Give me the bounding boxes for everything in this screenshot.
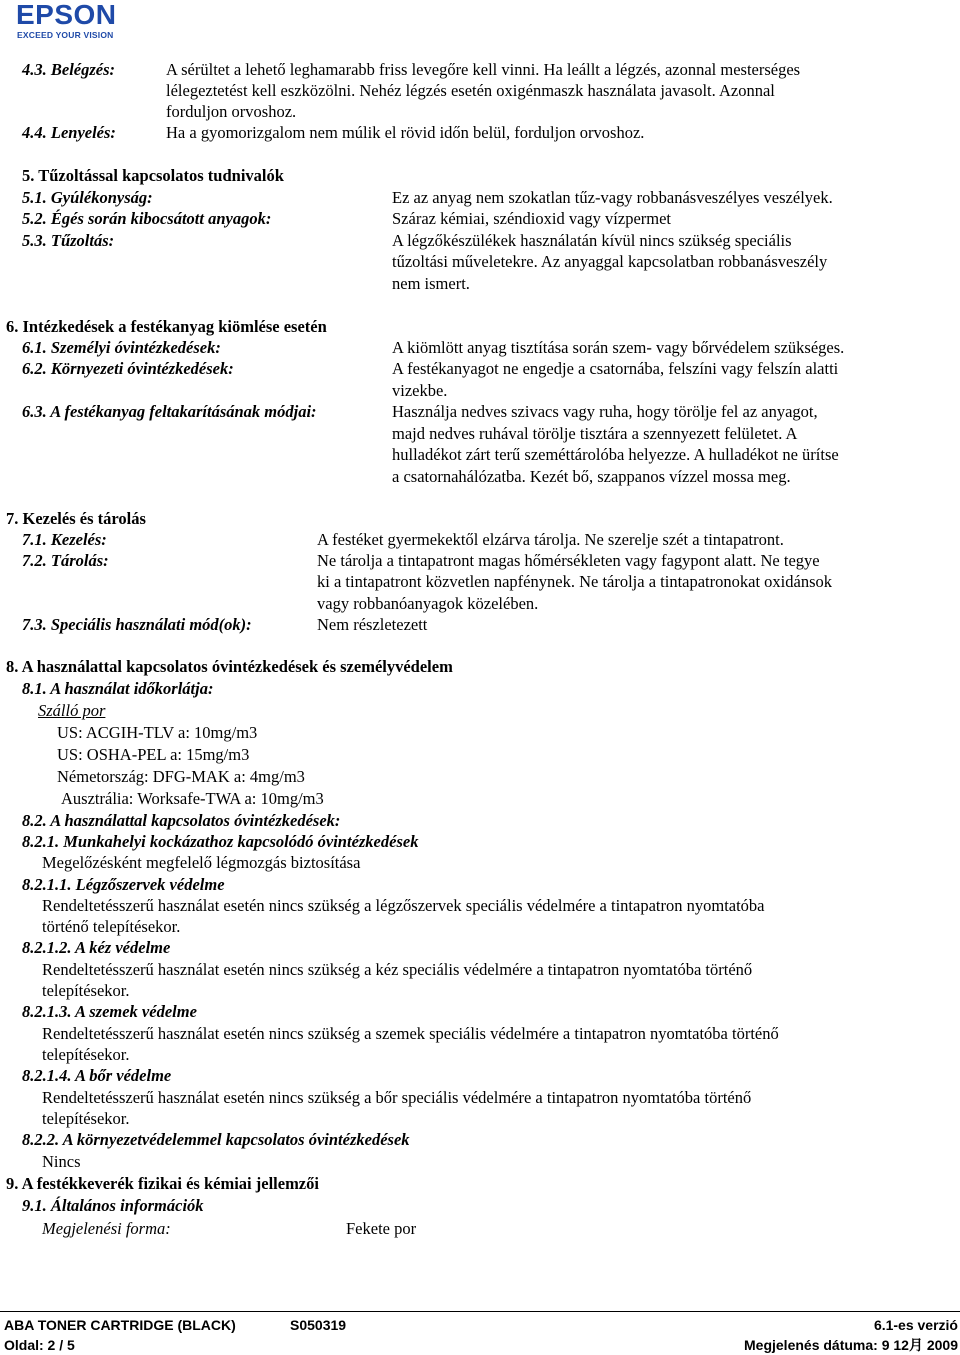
section-9-1-title: 9.1. Általános információk (22, 1196, 204, 1215)
section-8-1-title: 8.1. A használat időkorlátja: (22, 679, 214, 698)
epson-logo (16, 0, 117, 40)
section-4-3-line-2: lélegeztetést kell eszközölni. Nehéz légzés esetén oxigénmaszk használata javasolt. Azonnal (166, 81, 775, 100)
logo-tagline: EXCEED YOUR VISION (17, 30, 114, 40)
section-7-title: 7. Kezelés és tárolás (6, 509, 146, 528)
section-6-2-line-1: A festékanyagot ne engedje a csatornába, felszíni vagy felszín alatti (392, 359, 839, 378)
section-4-3-line-3: forduljon orvoshoz. (166, 102, 297, 121)
section-5-3-line-2: tűzoltási műveletekre. Az anyaggal kapcsolatban robbanásveszély (392, 252, 828, 271)
section-5-2-label: 5.2. Égés során kibocsátott anyagok: (22, 209, 272, 228)
limit-dfg: Németország: DFG-MAK a: 4mg/m3 (57, 767, 305, 786)
appearance-label: Megjelenési forma: (42, 1219, 171, 1238)
section-6-1-label: 6.1. Személyi óvintézkedések: (22, 338, 221, 357)
section-6-1-value: A kiömlött anyag tisztítása során szem- vagy bőrvédelem szükséges. (392, 338, 845, 357)
section-6-3-line-1: Használja nedves szivacs vagy ruha, hogy törölje fel az anyagot, (392, 402, 818, 421)
section-8-2-2-text: Nincs (42, 1152, 81, 1171)
appearance-value: Fekete por (346, 1219, 417, 1238)
section-4-4-label: 4.4. Lenyelés: (22, 123, 116, 142)
section-8-2-1-2-line-1: Rendeltetésszerű használat esetén nincs szükség a kéz speciális védelmére a tintapatron nyomtatóba történő (42, 960, 753, 979)
section-8-2-1-4-line-1: Rendeltetésszerű használat esetén nincs szükség a bőr speciális védelmére a tintapatron nyomtatóba történő (42, 1088, 752, 1107)
section-7-1-value: A festéket gyermekektől elzárva tárolja. Ne szerelje szét a tintapatront. (317, 530, 784, 549)
footer-rule (0, 1311, 960, 1312)
section-5-3-label: 5.3. Tűzoltás: (22, 231, 115, 250)
section-8-2-1-1-line-2: történő telepítésekor. (42, 917, 181, 936)
section-8-2-1-3-title: 8.2.1.3. A szemek védelme (22, 1002, 197, 1021)
section-5-2-value: Száraz kémiai, széndioxid vagy vízpermet (392, 209, 672, 228)
section-8-2-1-4-line-2: telepítésekor. (42, 1109, 130, 1128)
section-8-2-title: 8.2. A használattal kapcsolatos óvintézkedések: (22, 811, 341, 830)
section-4-3-line-1: A sérültet a lehető leghamarabb friss levegőre kell vinni. Ha leállt a légzés, azonnal mesterséges (166, 60, 801, 79)
section-6-title: 6. Intézkedések a festékanyag kiömlése esetén (6, 317, 327, 336)
section-8-2-1-3-line-2: telepítésekor. (42, 1045, 130, 1064)
section-7-2-line-3: vagy robbanóanyagok közelében. (317, 594, 539, 613)
section-7-2-label: 7.2. Tárolás: (22, 551, 109, 570)
section-8-2-1-1-line-1: Rendeltetésszerű használat esetén nincs szükség a légzőszervek speciális védelmére a tintapatron nyomtatóba (42, 896, 765, 915)
section-7-2-line-1: Ne tárolja a tintapatront magas hőmérsékleten vagy fagypont alatt. Ne tegye (317, 551, 820, 570)
footer-page: Oldal: 2 / 5 (4, 1337, 75, 1353)
footer-version: 6.1-es verzió (873, 1317, 958, 1333)
limit-osha: US: OSHA-PEL a: 15mg/m3 (57, 745, 250, 764)
section-8-2-1-2-title: 8.2.1.2. A kéz védelme (22, 938, 171, 957)
section-5-1-value: Ez az anyag nem szokatlan tűz-vagy robbanásveszélyes veszélyek. (392, 188, 833, 207)
section-8-title: 8. A használattal kapcsolatos óvintézkedések és személyvédelem (6, 657, 453, 676)
footer-product: ABA TONER CARTRIDGE (BLACK) (4, 1317, 236, 1333)
section-8-2-1-title: 8.2.1. Munkahelyi kockázathoz kapcsolódó óvintézkedések (22, 832, 419, 851)
section-8-2-1-4-title: 8.2.1.4. A bőr védelme (22, 1066, 172, 1085)
section-6-3-line-4: a csatornahálózatba. Kezét bő, szappanos vízzel mossa meg. (392, 467, 791, 486)
section-6-3-label: 6.3. A festékanyag feltakarításának módjai: (22, 402, 317, 421)
limit-acgih: US: ACGIH-TLV a: 10mg/m3 (57, 723, 258, 742)
section-8-2-1-2-line-2: telepítésekor. (42, 981, 130, 1000)
section-6-3-line-2: majd nedves ruhával törölje tisztára a szennyezett felületet. A (392, 424, 798, 443)
section-7-1-label: 7.1. Kezelés: (22, 530, 107, 549)
section-7-2-line-2: ki a tintapatront közvetlen napfénynek. Ne tárolja a tintapatronokat oxidánsok (317, 572, 832, 591)
section-6-2-line-2: vizekbe. (392, 381, 448, 400)
section-5-title: 5. Tűzoltással kapcsolatos tudnivalók (22, 166, 284, 185)
section-7-3-value: Nem részletezett (317, 615, 428, 634)
section-5-3-line-3: nem ismert. (392, 274, 470, 293)
section-8-2-1-3-line-1: Rendeltetésszerű használat esetén nincs szükség a szemek speciális védelmére a tintapatron nyomtatóba történő (42, 1024, 779, 1043)
logo-brand: EPSON (16, 0, 117, 30)
section-4-3-label: 4.3. Belégzés: (22, 60, 116, 79)
section-8-2-2-title: 8.2.2. A környezetvédelemmel kapcsolatos óvintézkedések (22, 1130, 410, 1149)
section-7-3-label: 7.3. Speciális használati mód(ok): (22, 615, 252, 634)
section-5-3-line-1: A légzőkészülékek használatán kívül nincs szükség speciális (392, 231, 792, 250)
footer-code: S050319 (290, 1317, 347, 1333)
footer-date: Megjelenés dátuma: 9 12月 2009 (744, 1337, 958, 1353)
section-8-2-1-text: Megelőzésként megfelelő légmozgás biztosítása (42, 853, 361, 872)
section-8-2-1-1-title: 8.2.1.1. Légzőszervek védelme (22, 875, 225, 894)
limit-worksafe: Ausztrália: Worksafe-TWA a: 10mg/m3 (61, 789, 324, 808)
section-9-title: 9. A festékkeverék fizikai és kémiai jellemzői (6, 1174, 319, 1193)
section-6-3-line-3: hulladékot zárt terű szeméttárolóba helyezze. A hulladékot ne ürítse (392, 445, 839, 464)
dust-heading: Szálló por (38, 701, 106, 720)
section-6-2-label: 6.2. Környezeti óvintézkedések: (22, 359, 234, 378)
section-5-1-label: 5.1. Gyúlékonyság: (22, 188, 153, 207)
section-4-4-text: Ha a gyomorizgalom nem múlik el rövid időn belül, forduljon orvoshoz. (166, 123, 645, 142)
